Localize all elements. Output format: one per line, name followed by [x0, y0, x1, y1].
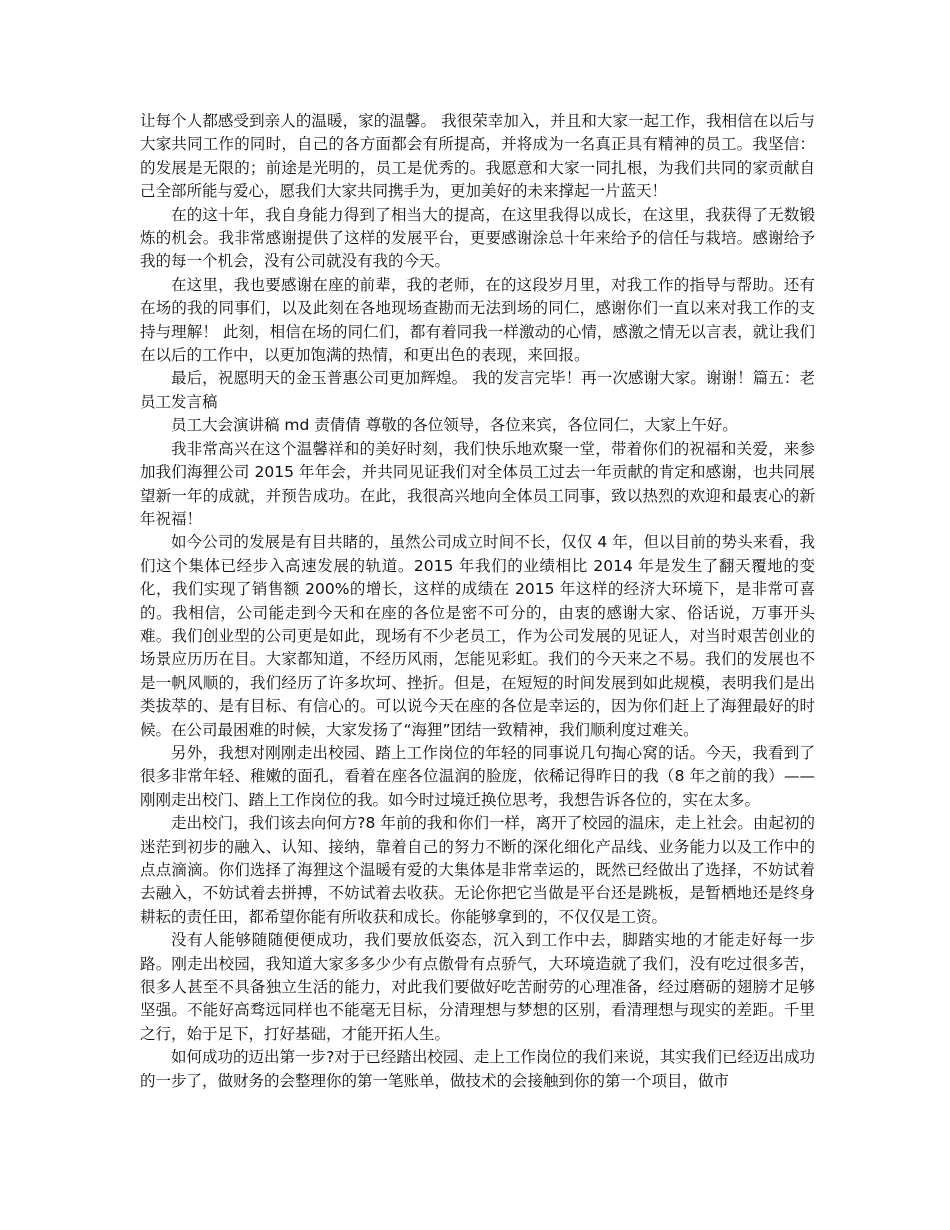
paragraph: 如今公司的发展是有目共睹的，虽然公司成立时间不长，仅仅 4 年，但以目前的势头来看，我们这个集体已经步入高速发展的轨道。2015 年我们的业绩相比 2014 年是发生了翻天覆地的变化，我们实现了销售额 200%的增长，这样的成绩在 2015 年这样的经济大环境下，是非常可喜的。我相信，公司能走到今天和在座的各位是密不可分的，由衷的感谢大家、俗话说，万事开头难。我们创业型的公司更是如此，现场有不少老员工，作为公司发展的见证人，对当时艰苦创业的场景应历历在目。大家都知道，不经历风雨，怎能见彩虹。我们的今天来之不易。我们的发展也不是一帆风顺的，我们经历了许多坎坷、挫折。但是，在短短的时间发展到如此规模，表明我们是出类拔萃的、是有目标、有信心的。可以说今天在座的各位是幸运的，因为你们赶上了海狸最好的时候。在公司最困难的时候，大家发扬了“海狸”团结一致精神，我们顺利度过难关。 — [140, 533, 815, 739]
paragraph: 我非常高兴在这个温馨祥和的美好时刻，我们快乐地欢聚一堂，带着你们的祝福和关爱，来参加我们海狸公司 2015 年年会，并共同见证我们对全体员工过去一年贡献的肯定和感谢，也共同展望新一年的成就，并预告成功。在此，我很高兴地向全体员工同事，致以热烈的欢迎和最衷心的新年祝福！ — [140, 439, 815, 528]
paragraph: 在的这十年，我自身能力得到了相当大的提高，在这里我得以成长，在这里，我获得了无数锻炼的机会。我非常感谢提供了这样的发展平台，更要感谢涂总十年来给予的信任与栽培。感谢给予我的每一个机会，没有公司就没有我的今天。 — [140, 205, 815, 271]
paragraph: 在这里，我也要感谢在座的前辈，我的老师，在的这段岁月里，对我工作的指导与帮助。还有在场的我的同事们，以及此刻在各地现场查勘而无法到场的同仁，感谢你们一直以来对我工作的支持与理解！ 此刻，相信在场的同仁们，都有着同我一样激动的心情，感激之情无以言表，就让我们在以后的工作中，以更加饱满的热情，和更出色的表现，来回报。 — [140, 275, 815, 365]
paragraph: 如何成功的迈出第一步?对于已经踏出校园、走上工作岗位的我们来说，其实我们已经迈出成功的一步了，做财务的会整理你的第一笔账单，做技术的会接触到你的第一个项目，做市 — [140, 1048, 815, 1090]
paragraph: 走出校门，我们该去向何方?8 年前的我和你们一样，离开了校园的温床，走上社会。由起初的迷茫到初步的融入、认知、接纳，靠着自己的努力不断的深化细化产品线、业务能力以及工作中的点点滴滴。你们选择了海狸这个温暖有爱的大集体是非常幸运的，既然已经做出了选择，不妨试着去融入，不妨试着去拼搏，不妨试着去收获。无论你把它当做是平台还是跳板，是暂栖地还是终身耕耘的责任田，都希望你能有所收获和成长。你能够拿到的，不仅仅是工资。 — [140, 814, 815, 926]
paragraph: 员工大会演讲稿 md 责倩倩 尊敬的各位领导，各位来宾，各位同仁，大家上午好。 — [171, 416, 738, 435]
paragraph: 另外，我想对刚刚走出校园、踏上工作岗位的年轻的同事说几句掏心窝的话。今天，我看到了很多非常年轻、稚嫩的面孔，看着在座各位温润的脸庞，依稀记得昨日的我（8 年之前的我）——刚刚走出校门、踏上工作岗位的我。如今时过境迁换位思考，我想告诉各位的，实在太多。 — [140, 743, 815, 809]
paragraph: 没有人能够随随便便成功，我们要放低姿态，沉入到工作中去，脚踏实地的才能走好每一步路。刚走出校园，我知道大家多多少少有点傲骨有点骄气，大环境造就了我们，没有吃过很多苦，很多人甚至不具备独立生活的能力，对此我们要做好吃苦耐劳的心理准备，经过磨砺的翅膀才足够坚强。不能好高骛远同样也不能毫无目标，分清理想与梦想的区别，看清理想与现实的差距。千里之行，始于足下，打好基础，才能开拓人生。 — [140, 931, 815, 1043]
paragraph: 最后，祝愿明天的金玉普惠公司更加辉煌。 我的发言完毕！再一次感谢大家。谢谢！篇五：老员工发言稿 — [140, 369, 815, 411]
document-body — [140, 110, 815, 1093]
paragraph: 让每个人都感受到亲人的温暖，家的温馨。 我很荣幸加入，并且和大家一起工作，我相信在以后与大家共同工作的同时，自己的各方面都会有所提高，并将成为一名真正具有精神的员工。我坚信：的发展是无限的；前途是光明的，员工是优秀的。我愿意和大家一同扎根，为我们共同的家贡献自己全部所能与爱心，愿我们大家共同携手为，更加美好的未来撑起一片蓝天！ — [140, 112, 815, 201]
